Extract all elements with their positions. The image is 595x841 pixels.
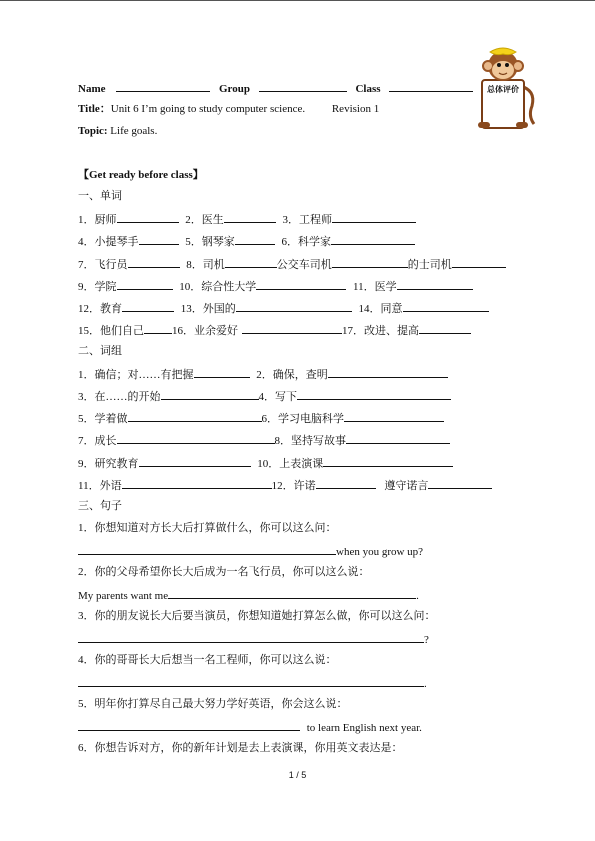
answer-blank[interactable] bbox=[78, 719, 300, 731]
s2-row bbox=[78, 410, 444, 426]
monkey-badge-icon bbox=[470, 46, 540, 134]
answer-blank[interactable] bbox=[117, 278, 173, 290]
phrase-prompt: 9．研究教育 bbox=[78, 458, 139, 470]
answer-blank[interactable] bbox=[328, 366, 448, 378]
answer-blank[interactable] bbox=[194, 366, 250, 378]
answer-1 bbox=[78, 543, 423, 559]
answer-suffix: when you grow up? bbox=[336, 546, 424, 558]
phrase-prompt: 4．写下 bbox=[258, 391, 297, 403]
s2-heading: 二、词组 bbox=[78, 345, 122, 357]
header-fields bbox=[78, 80, 473, 96]
answer-suffix: . bbox=[416, 590, 419, 602]
answer-5 bbox=[78, 719, 422, 735]
phrase-prompt: 1．确信；对……有把握 bbox=[78, 369, 194, 381]
phrase-prompt: 12．许诺 bbox=[271, 480, 316, 492]
answer-blank[interactable] bbox=[344, 410, 444, 422]
vocab-prompt: 17．改进、提高 bbox=[342, 325, 419, 337]
group-label: Group bbox=[219, 83, 250, 95]
class-field[interactable] bbox=[389, 80, 473, 92]
vocab-prompt: 的士司机 bbox=[407, 259, 452, 271]
vocab-prompt: 7．飞行员 bbox=[78, 259, 128, 271]
s1-row bbox=[78, 211, 416, 227]
vocab-prompt: 6．科学家 bbox=[281, 236, 331, 248]
question-6: 6．你想告诉对方，你的新年计划是去上表演课，你用英文表达是： bbox=[78, 742, 403, 754]
vocab-prompt: 10．综合性大学 bbox=[179, 281, 257, 293]
title-sep: ： bbox=[99, 103, 111, 115]
phrase-prompt: 7．成长 bbox=[78, 435, 117, 447]
phrase-prompt: 6．学习电脑科学 bbox=[261, 413, 344, 425]
vocab-prompt: 公交车司机 bbox=[276, 259, 332, 271]
answer-blank[interactable] bbox=[403, 300, 489, 312]
answer-blank[interactable] bbox=[323, 455, 453, 467]
answer-blank[interactable] bbox=[236, 300, 352, 312]
class-label: Class bbox=[355, 83, 381, 95]
answer-blank[interactable] bbox=[117, 211, 179, 223]
title-text: Unit 6 I’m going to study computer science. bbox=[110, 103, 306, 115]
answer-suffix: ? bbox=[424, 634, 429, 646]
answer-blank[interactable] bbox=[331, 233, 415, 245]
phrase-prompt: 10．上表演课 bbox=[257, 458, 324, 470]
s1-row bbox=[78, 233, 415, 249]
answer-blank[interactable] bbox=[332, 256, 408, 268]
answer-blank[interactable] bbox=[428, 477, 492, 489]
answer-blank[interactable] bbox=[297, 388, 451, 400]
answer-blank[interactable] bbox=[225, 256, 277, 268]
s1-row bbox=[78, 300, 489, 316]
group-field[interactable] bbox=[259, 80, 347, 92]
answer-suffix: to learn English next year. bbox=[306, 722, 422, 734]
answer-blank[interactable] bbox=[144, 322, 172, 334]
question-5: 5．明年你打算尽自己最大努力学好英语，你会这么说： bbox=[78, 698, 348, 710]
answer-2 bbox=[78, 587, 419, 603]
question-1: 1．你想知道对方长大后打算做什么，你可以这么问： bbox=[78, 522, 337, 534]
vocab-prompt: 8．司机 bbox=[186, 259, 225, 271]
s1-heading: 一、单词 bbox=[78, 190, 122, 202]
answer-blank[interactable] bbox=[139, 455, 251, 467]
name-field[interactable] bbox=[116, 80, 210, 92]
phrase-prompt: 8．坚持写故事 bbox=[274, 435, 346, 447]
phrase-prompt: 3．在……的开始 bbox=[78, 391, 161, 403]
answer-blank[interactable] bbox=[117, 432, 275, 444]
answer-3 bbox=[78, 631, 429, 647]
topic-text: Life goals. bbox=[107, 125, 158, 137]
s1-row bbox=[78, 322, 471, 338]
s2-row bbox=[78, 366, 448, 382]
vocab-prompt: 11．医学 bbox=[353, 281, 397, 293]
title-label: Title bbox=[78, 103, 100, 115]
answer-blank[interactable] bbox=[419, 322, 471, 334]
vocab-prompt: 13．外国的 bbox=[180, 303, 236, 315]
answer-blank[interactable] bbox=[256, 278, 346, 290]
answer-blank[interactable] bbox=[316, 477, 376, 489]
title-line bbox=[78, 102, 379, 116]
vocab-prompt: 9．学院 bbox=[78, 281, 117, 293]
revision-text: Revision 1 bbox=[331, 103, 380, 115]
vocab-prompt: 14．同意 bbox=[358, 303, 403, 315]
phrase-prompt: 11．外语 bbox=[78, 480, 122, 492]
phrase-prompt: 2．确保，查明 bbox=[256, 369, 328, 381]
answer-prefix: My parents want me bbox=[78, 590, 169, 602]
answer-blank[interactable] bbox=[122, 300, 174, 312]
topic-label: Topic: bbox=[78, 125, 108, 137]
s2-row bbox=[78, 455, 453, 471]
answer-blank[interactable] bbox=[139, 233, 179, 245]
answer-blank[interactable] bbox=[128, 410, 262, 422]
answer-blank[interactable] bbox=[224, 211, 276, 223]
answer-blank[interactable] bbox=[346, 432, 450, 444]
s2-row bbox=[78, 388, 451, 404]
s3-heading: 三、句子 bbox=[78, 500, 122, 512]
vocab-prompt: 2．医生 bbox=[185, 214, 224, 226]
answer-blank[interactable] bbox=[397, 278, 473, 290]
answer-blank[interactable] bbox=[78, 543, 336, 555]
badge-text: 总体评价 bbox=[487, 85, 519, 94]
answer-blank[interactable] bbox=[452, 256, 506, 268]
phrase-prompt: 5．学着做 bbox=[78, 413, 128, 425]
answer-blank[interactable] bbox=[242, 322, 342, 334]
answer-blank[interactable] bbox=[122, 477, 272, 489]
vocab-prompt: 4．小提琴手 bbox=[78, 236, 139, 248]
s1-row bbox=[78, 278, 473, 294]
question-4: 4．你的哥哥长大后想当一名工程师，你可以这么说： bbox=[78, 654, 337, 666]
s2-row bbox=[78, 477, 492, 493]
answer-blank[interactable] bbox=[78, 631, 424, 643]
topic-line bbox=[78, 124, 157, 138]
answer-blank[interactable] bbox=[161, 388, 259, 400]
vocab-prompt: 3．工程师 bbox=[282, 214, 332, 226]
answer-blank[interactable] bbox=[78, 675, 424, 687]
answer-blank[interactable] bbox=[128, 256, 180, 268]
answer-blank[interactable] bbox=[168, 587, 416, 599]
page-number: 1 / 5 bbox=[288, 770, 307, 780]
vocab-prompt: 1．厨师 bbox=[78, 214, 117, 226]
answer-4 bbox=[78, 675, 427, 691]
vocab-prompt: 5．钢琴家 bbox=[185, 236, 235, 248]
answer-blank[interactable] bbox=[332, 211, 416, 223]
vocab-prompt: 15．他们自己 bbox=[78, 325, 144, 337]
answer-blank[interactable] bbox=[235, 233, 275, 245]
vocab-prompt: 16．业余爱好 bbox=[172, 325, 238, 337]
vocab-prompt: 12．教育 bbox=[78, 303, 122, 315]
s2-row bbox=[78, 432, 450, 448]
question-3: 3．你的朋友说长大后要当演员，你想知道她打算怎么做，你可以这么问： bbox=[78, 610, 436, 622]
name-label: Name bbox=[78, 83, 106, 95]
top-rule bbox=[0, 0, 595, 1]
phrase-prompt: 遵守诺言 bbox=[384, 480, 429, 492]
question-2: 2．你的父母希望你长大后成为一名飞行员，你可以这么说： bbox=[78, 566, 370, 578]
section-heading: 【Get ready before class】 bbox=[78, 169, 204, 181]
s1-row bbox=[78, 256, 506, 272]
answer-suffix: . bbox=[424, 678, 427, 690]
